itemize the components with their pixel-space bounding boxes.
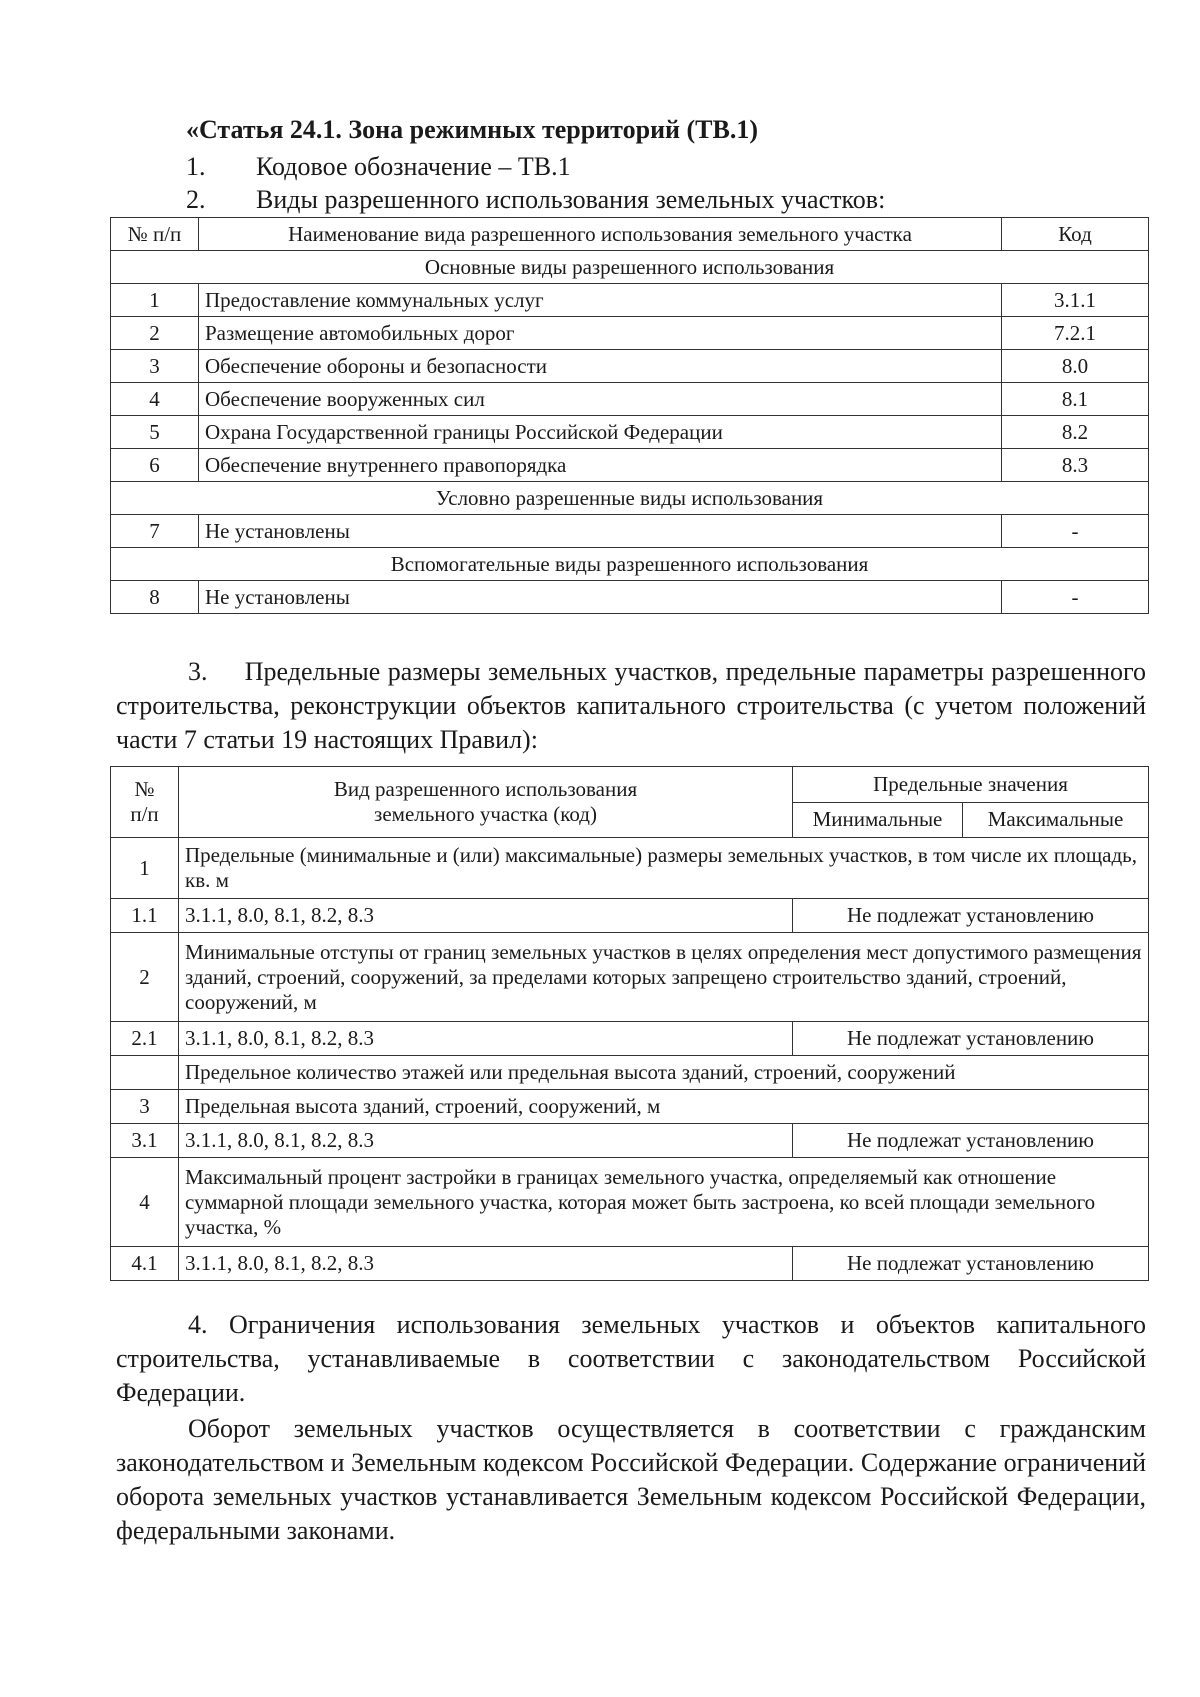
section-row <box>111 251 1149 284</box>
section-auxiliary: Вспомогательные виды разрешенного использования <box>111 548 1149 581</box>
row-codes: 3.1.1, 8.0, 8.1, 8.2, 8.3 <box>179 1124 793 1158</box>
table-row <box>111 383 1149 416</box>
item-3-number: 3. <box>188 657 208 686</box>
row-num: 3.1 <box>111 1124 179 1158</box>
row-value: Не подлежат установлению <box>793 1022 1149 1056</box>
row-name: Обеспечение вооруженных сил <box>199 383 1002 416</box>
row-num: 2.1 <box>111 1022 179 1056</box>
table-row <box>111 515 1149 548</box>
row-num: 5 <box>111 416 199 449</box>
limits-table <box>110 766 1149 1281</box>
table-row <box>111 1247 1149 1281</box>
row-name: Обеспечение обороны и безопасности <box>199 350 1002 383</box>
table-row <box>111 317 1149 350</box>
paragraph-4-text: 4. Ограничения использования земельных участков и объектов капитального строительства, устанавливаемые в соответствии с законодательством Российской Федерации. <box>116 1310 1146 1407</box>
row-code: - <box>1002 581 1149 614</box>
row-name: Размещение автомобильных дорог <box>199 317 1002 350</box>
row-value: Не подлежат установлению <box>793 1124 1149 1158</box>
row-code: 8.3 <box>1002 449 1149 482</box>
item-3-paragraph <box>116 655 1146 757</box>
paragraph-5 <box>116 1412 1146 1548</box>
header-max: Максимальные <box>963 802 1149 838</box>
item-2-number: 2. <box>186 185 206 214</box>
row-codes: 3.1.1, 8.0, 8.1, 8.2, 8.3 <box>179 1247 793 1281</box>
header-num <box>111 767 179 838</box>
row-num <box>111 1056 179 1090</box>
row-num: 4 <box>111 1158 179 1247</box>
paragraph-4 <box>116 1308 1146 1410</box>
table-row <box>111 933 1149 1022</box>
row-text: Предельные (минимальные и (или) максимальные) размеры земельных участков, в том числе их площадь, кв. м <box>179 838 1149 899</box>
row-value: Не подлежат установлению <box>793 1247 1149 1281</box>
row-num: 7 <box>111 515 199 548</box>
row-num: 3 <box>111 350 199 383</box>
row-codes: 3.1.1, 8.0, 8.1, 8.2, 8.3 <box>179 899 793 933</box>
header-num-line2: п/п <box>130 802 159 826</box>
row-num: 4 <box>111 383 199 416</box>
header-limits: Предельные значения <box>793 767 1149 803</box>
row-code: 8.0 <box>1002 350 1149 383</box>
table-row <box>111 1022 1149 1056</box>
header-num-line1: № <box>134 777 155 801</box>
table-row <box>111 899 1149 933</box>
row-num: 4.1 <box>111 1247 179 1281</box>
row-name: Не установлены <box>199 581 1002 614</box>
row-num: 1 <box>111 838 179 899</box>
item-2-text: Виды разрешенного использования земельных участков: <box>256 185 886 214</box>
row-num: 3 <box>111 1090 179 1124</box>
row-code: 7.2.1 <box>1002 317 1149 350</box>
row-num: 2 <box>111 933 179 1022</box>
row-text: Предельная высота зданий, строений, сооружений, м <box>179 1090 1149 1124</box>
header-type <box>179 767 793 838</box>
table-header-row <box>111 218 1149 251</box>
paragraph-5-text: Оборот земельных участков осуществляется в соответствии с гражданским законодательством и Земельным кодексом Российской Федерации. Содержание ограничений оборота земельных участков устанавливается Земельным кодексом Российской Федерации, федеральными законами. <box>116 1414 1146 1545</box>
row-code: 8.1 <box>1002 383 1149 416</box>
header-type-line1: Вид разрешенного использования <box>333 777 638 801</box>
row-name: Обеспечение внутреннего правопорядка <box>199 449 1002 482</box>
table-row <box>111 1090 1149 1124</box>
row-code: 3.1.1 <box>1002 284 1149 317</box>
row-codes: 3.1.1, 8.0, 8.1, 8.2, 8.3 <box>179 1022 793 1056</box>
table-row <box>111 284 1149 317</box>
row-code: - <box>1002 515 1149 548</box>
row-num: 1.1 <box>111 899 179 933</box>
row-value: Не подлежат установлению <box>793 899 1149 933</box>
table-row <box>111 1158 1149 1247</box>
row-num: 1 <box>111 284 199 317</box>
table-row <box>111 1056 1149 1090</box>
row-num: 8 <box>111 581 199 614</box>
table-row <box>111 838 1149 899</box>
article-title: «Статья 24.1. Зона режимных территорий (ТВ.1) <box>186 115 759 144</box>
row-text: Максимальный процент застройки в границах земельного участка, определяемый как отношение суммарной площади земельного участка, которая может быть застроена, ко всей площади земельного участка, % <box>179 1158 1149 1247</box>
row-code: 8.2 <box>1002 416 1149 449</box>
row-name: Предоставление коммунальных услуг <box>199 284 1002 317</box>
table-row <box>111 1124 1149 1158</box>
header-min: Минимальные <box>793 802 963 838</box>
section-row <box>111 482 1149 515</box>
table-row <box>111 581 1149 614</box>
row-name: Не установлены <box>199 515 1002 548</box>
header-type-line2: земельного участка (код) <box>374 802 597 826</box>
item-1-number: 1. <box>186 152 206 181</box>
section-row <box>111 548 1149 581</box>
row-name: Охрана Государственной границы Российской Федерации <box>199 416 1002 449</box>
item-3-text: Предельные размеры земельных участков, предельные параметры разрешенного строительства, реконструкции объектов капитального строительства (с учетом положений части 7 статьи 19 настоящих Правил): <box>116 657 1146 754</box>
land-use-types-table <box>110 217 1149 614</box>
row-num: 6 <box>111 449 199 482</box>
header-code: Код <box>1002 218 1149 251</box>
row-num: 2 <box>111 317 199 350</box>
table-row <box>111 350 1149 383</box>
table-row <box>111 416 1149 449</box>
section-conditional: Условно разрешенные виды использования <box>111 482 1149 515</box>
header-name: Наименование вида разрешенного использования земельного участка <box>199 218 1002 251</box>
item-1-text: Кодовое обозначение – ТВ.1 <box>256 152 571 181</box>
section-main: Основные виды разрешенного использования <box>111 251 1149 284</box>
table-row <box>111 449 1149 482</box>
row-text: Минимальные отступы от границ земельных участков в целях определения мест допустимого размещения зданий, строений, сооружений, за пределами которых запрещено строительство зданий, строений, сооружений, м <box>179 933 1149 1022</box>
header-num: № п/п <box>111 218 199 251</box>
row-text: Предельное количество этажей или предельная высота зданий, строений, сооружений <box>179 1056 1149 1090</box>
table-header-row <box>111 767 1149 803</box>
